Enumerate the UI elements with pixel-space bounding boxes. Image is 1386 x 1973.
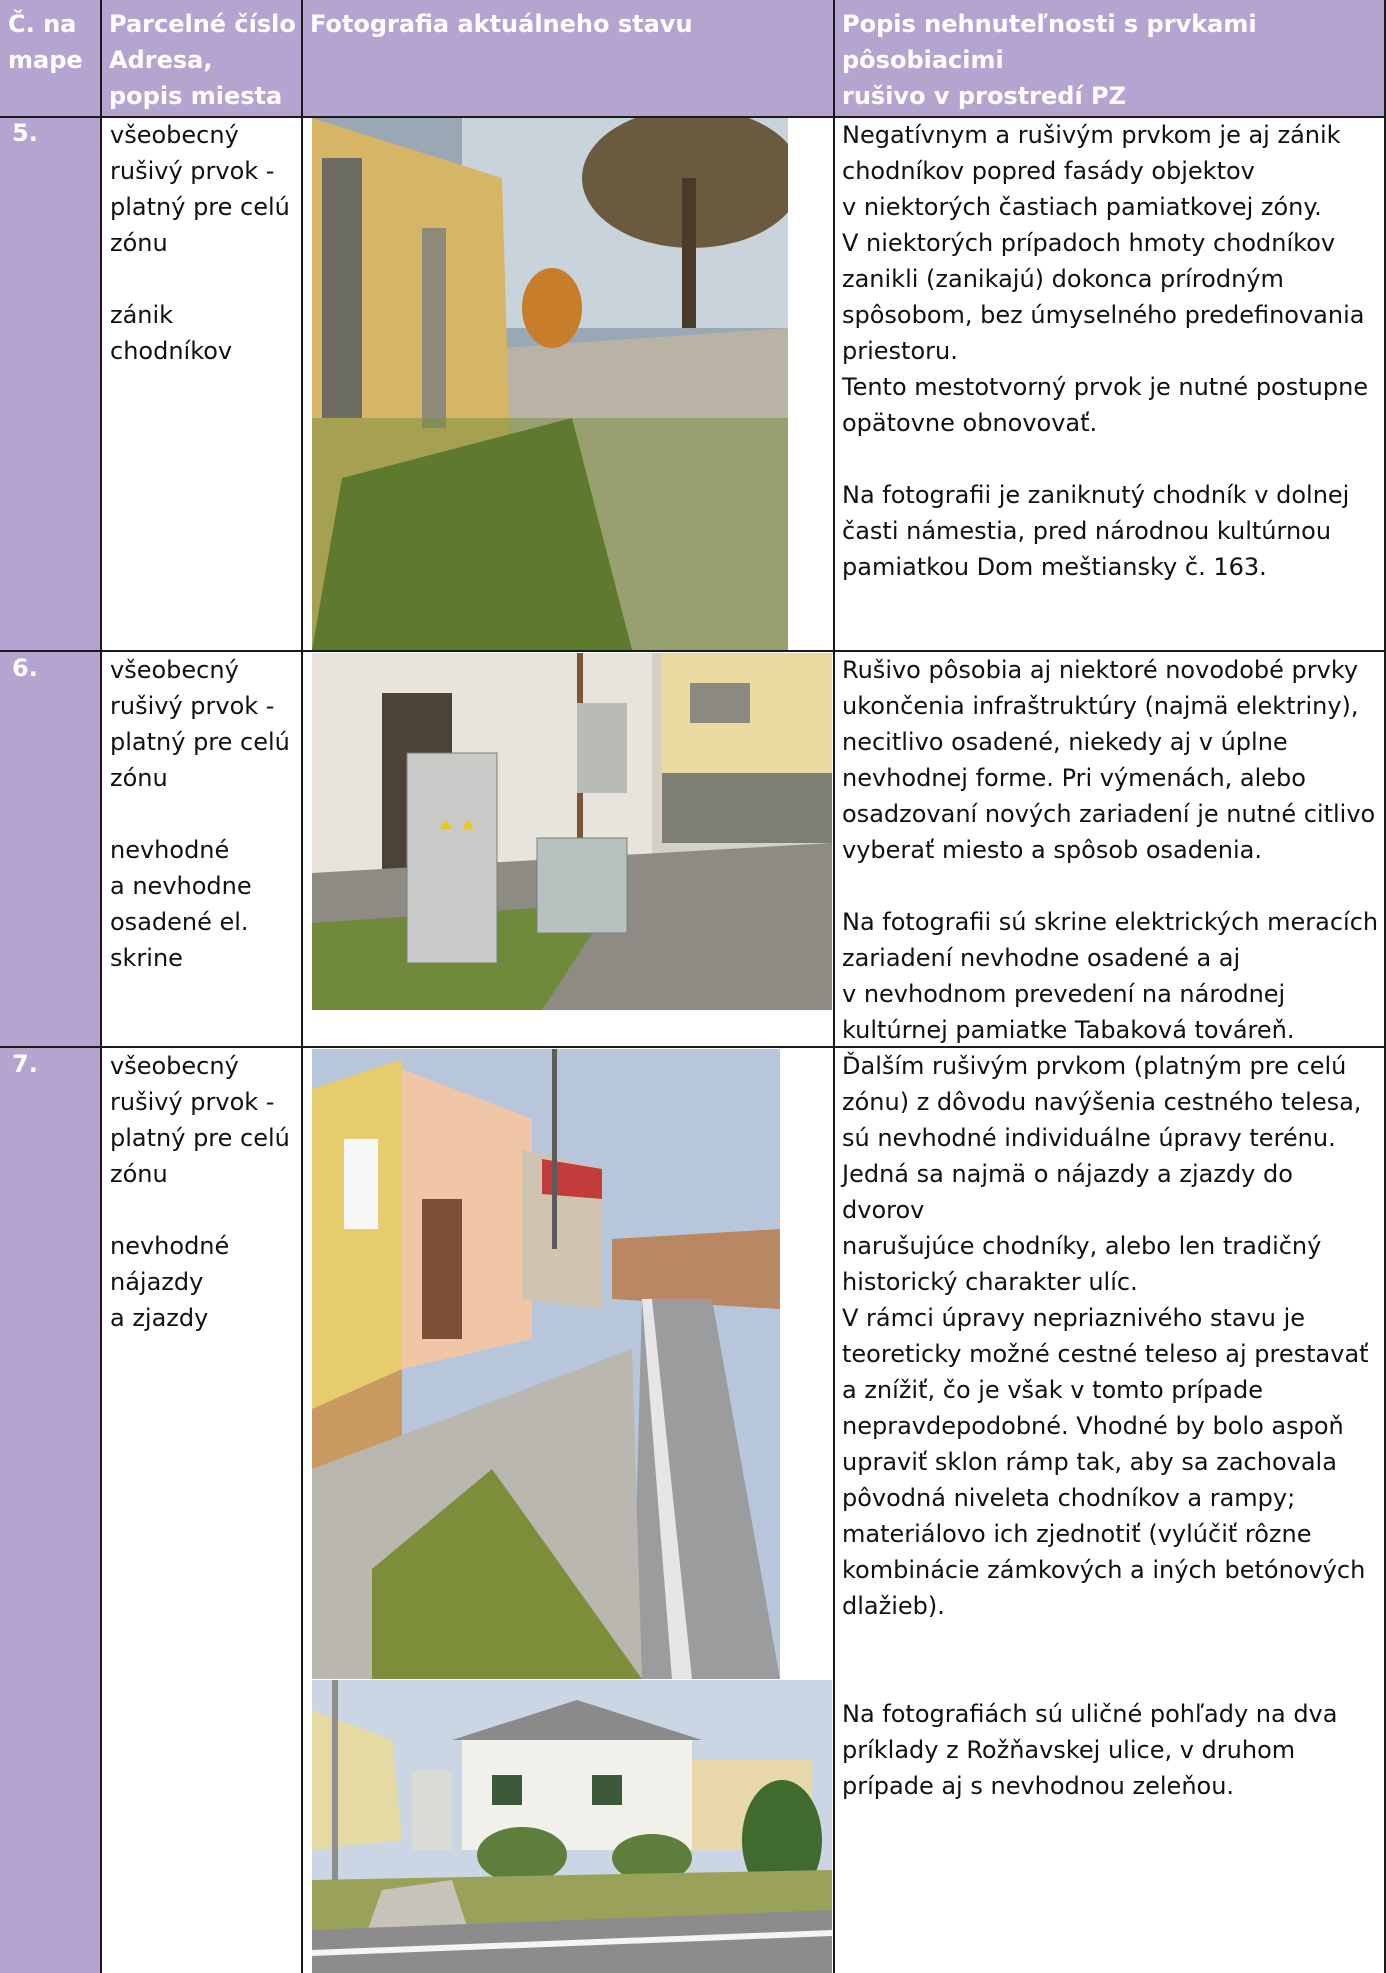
row-7-number: 7.: [0, 1048, 100, 1973]
photo-ramps-street: [312, 1049, 780, 1679]
row-6-place: všeobecný rušivý prvok - platný pre celú zónu nevhodné a nevhodne osadené el. skrine: [110, 656, 290, 972]
grid-line: [0, 116, 1386, 118]
row-6-number: 6.: [0, 652, 100, 1046]
grid-line: [0, 1046, 1386, 1048]
row-7-place: všeobecný rušivý prvok - platný pre celú zónu nevhodné nájazdy a zjazdy: [110, 1052, 290, 1332]
grid-line: [0, 650, 1386, 652]
grid-line: [100, 0, 102, 1973]
row-5-number: 5.: [0, 117, 100, 650]
row-6-description: Rušivo pôsobia aj niektoré novodobé prvky ukončenia infraštruktúry (najmä elektriny), necitlivo osadené, niekedy aj v úplne nevhodnej forme. Pri výmenách, alebo osadzovaní nových zariadení je nutné citlivo vyberať miesto a spôsob osadenia. Na fotografii sú skrine elektrických meracích zariadení nevhodne osadené a aj v nevhodnom prevedení na národnej kultúrnej pamiatke Tabaková továreň.: [842, 656, 1379, 1044]
photo-electrical-cabinets: [312, 653, 832, 1010]
header-description: Popis nehnuteľnosti s prvkami pôsobiacimi rušivo v prostredí PZ: [842, 10, 1257, 110]
row-5-description: Negatívnym a rušivým prvkom je aj zánik chodníkov popred fasády objektov v niektorých častiach pamiatkovej zóny. V niektorých prípadoch hmoty chodníkov zanikli (zanikajú) dokonca prírodným spôsobom, bez úmyselného predefinovania priestoru. Tento mestotvorný prvok je nutné postupne opätovne obnovovať. Na fotografii je zaniknutý chodník v dolnej časti námestia, pred národnou kultúrnou pamiatkou Dom meštiansky č. 163.: [842, 121, 1369, 581]
grid-line: [301, 0, 303, 1973]
photo-vanished-sidewalk: [312, 118, 788, 650]
header-map-number: Č. na mape: [8, 10, 83, 74]
grid-line: [833, 0, 835, 1973]
row-5-place: všeobecný rušivý prvok - platný pre celú zónu zánik chodníkov: [110, 121, 290, 365]
photo-house-greenery: [312, 1680, 832, 1973]
header-parcel-address: Parcelné číslo Adresa, popis miesta: [109, 10, 296, 110]
header-photo: Fotografia aktuálneho stavu: [310, 10, 693, 38]
row-7-description: Ďalším rušivým prvkom (platným pre celú zónu) z dôvodu navýšenia cestného telesa, sú nevhodné individuálne úpravy terénu. Jedná sa najmä o nájazdy a zjazdy do dvorov narušujúce chodníky, alebo len tradičný historický charakter ulíc. V rámci úpravy nepriaznivého stavu je teoreticky možné cestné teleso aj prestavať a znížiť, čo je však v tomto prípade nepravdepodobné. Vhodné by bolo aspoň upraviť sklon rámp tak, aby sa zachovala pôvodná niveleta chodníkov a rampy; materiálovo ich zjednotiť (vylúčiť rôzne kombinácie zámkových a iných betónových dlažieb). Na fotografiách sú uličné pohľady na dva príklady z Rožňavskej ulice, v druhom prípade aj s nevhodnou zeleňou.: [842, 1052, 1369, 1800]
